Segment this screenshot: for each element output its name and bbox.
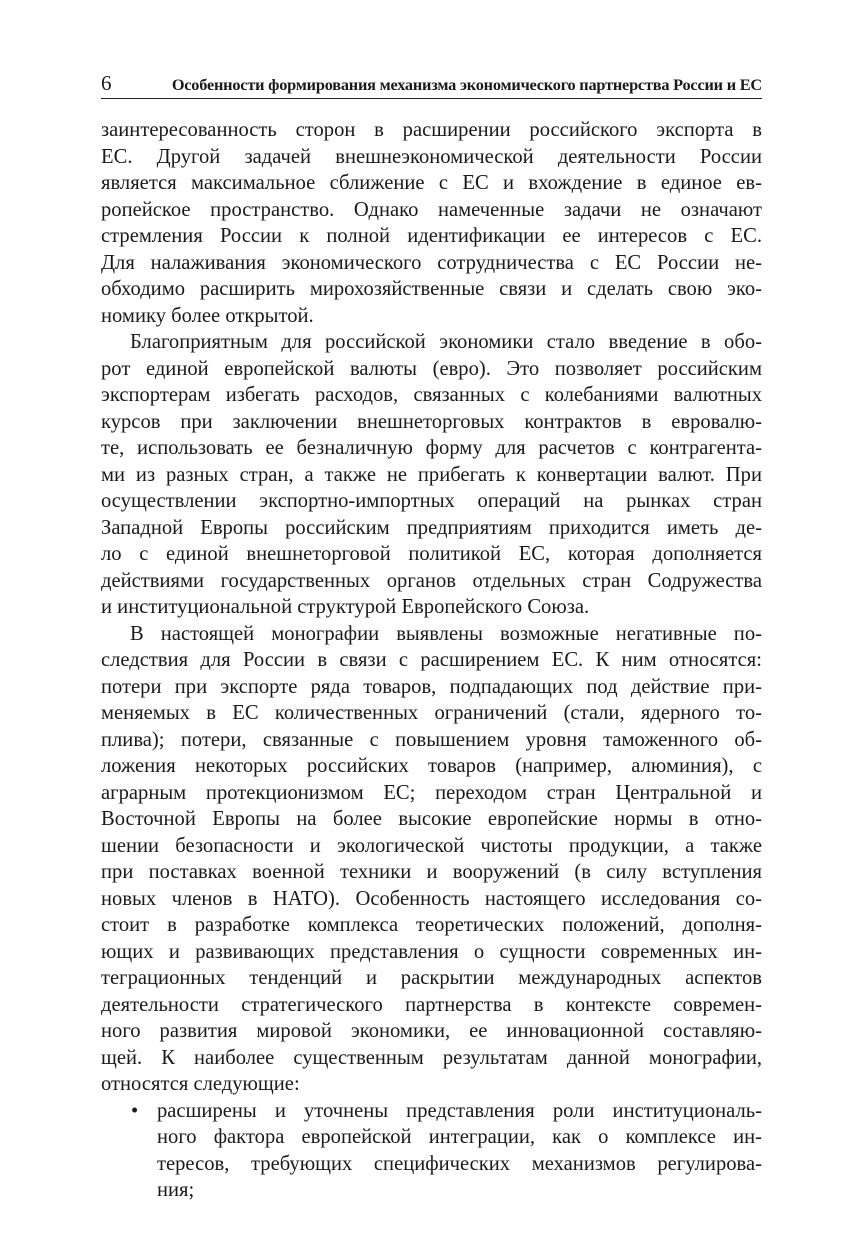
text-line: аграрным протекционизмом ЕС; переходом стран Центральной и xyxy=(101,781,762,804)
paragraph-2 xyxy=(101,329,762,621)
text-line: Благоприятным для российской экономики стало введение в обо- xyxy=(130,331,762,353)
text-line: ми из разных стран, а также не прибегать к конвертации валют. При xyxy=(101,463,762,486)
text-line: потери при экспорте ряда товаров, подпадающих под действие при- xyxy=(101,675,762,698)
text-line: ного фактора европейской интеграции, как о комплексе ин- xyxy=(157,1126,762,1148)
text-line: деятельности стратегического партнерства в контексте современ- xyxy=(101,993,762,1016)
text-line: экспортерам избегать расходов, связанных с колебаниями валютных xyxy=(101,384,762,406)
text-line: курсов при заключении внешнеторговых контрактов в евровалю- xyxy=(101,410,762,433)
text-line: меняемых в ЕС количественных ограничений (стали, ядерного то- xyxy=(101,702,762,724)
text-line: В настоящей монографии выявлены возможные негативные по- xyxy=(130,622,762,645)
text-line: ного развития мировой экономики, ее инновационной составляю- xyxy=(101,1020,762,1042)
bullet-list xyxy=(101,1098,762,1204)
text-line: щей. К наиболее существенным результатам данной монографии, xyxy=(101,1046,762,1069)
text-line: стремления России к полной идентификации ее интересов с ЕС. xyxy=(101,225,762,247)
text-line: плива); потери, связанные с повышением уровня таможенного об- xyxy=(101,728,762,751)
text-line: ющих и развивающих представления о сущности современных ин- xyxy=(101,940,762,963)
text-line: относятся следующие: xyxy=(101,1073,300,1095)
page-header xyxy=(101,70,762,100)
text-line: Восточной Европы на более высокие европейские нормы в отно- xyxy=(101,808,762,830)
text-line: те, использовать ее безналичную форму для расчетов с контрагента- xyxy=(101,437,762,459)
text-line: является максимальное сближение с ЕС и вхождение в единое ев- xyxy=(101,172,762,194)
text-line: Западной Европы российским предприятиям приходится иметь де- xyxy=(101,516,762,539)
text-line: обходимо расширить мирохозяйственные связи и сделать свою эко- xyxy=(101,278,762,300)
text-line: стоит в разработке комплекса теоретических положений, дополня- xyxy=(101,914,762,936)
text-line: следствия для России в связи с расширением ЕС. К ним относятся: xyxy=(101,649,762,671)
running-title: Особенности формирования механизма экономического партнерства России и ЕС xyxy=(171,75,762,94)
paragraph-3 xyxy=(101,621,762,1098)
paragraph-1 xyxy=(101,117,762,329)
text-line: ния; xyxy=(157,1179,195,1201)
text-line: расширены и уточнены представления роли институциональ- xyxy=(157,1099,762,1122)
text-line: действиями государственных органов отдельных стран Содружества xyxy=(101,569,762,592)
text-line: ло с единой внешнеторговой политикой ЕС, которая дополняется xyxy=(101,543,762,565)
text-line: осуществлении экспортно-импортных операций на рынках стран xyxy=(101,490,762,512)
text-line: ложения некоторых российских товаров (например, алюминия), с xyxy=(101,755,762,777)
text-line: Для налаживания экономического сотрудничества с ЕС России не- xyxy=(101,251,762,274)
header-rule xyxy=(101,98,762,99)
bullet-icon: • xyxy=(131,1099,139,1122)
text-line: шении безопасности и экологической чистоты продукции, а также xyxy=(101,834,762,857)
text-line: номику более открытой. xyxy=(101,304,314,327)
text-line: новых членов в НАТО). Особенность настоящего исследования со- xyxy=(101,887,762,910)
body-text xyxy=(101,117,762,1204)
list-item xyxy=(101,1098,762,1204)
text-line: и институциональной структурой Европейского Союза. xyxy=(101,596,590,618)
text-line: теграционных тенденций и раскрытии международных аспектов xyxy=(101,967,762,989)
text-line: при поставках военной техники и вооружений (в силу вступления xyxy=(101,861,762,883)
text-line: ЕС. Другой задачей внешнеэкономической деятельности России xyxy=(101,145,762,168)
text-line: ропейское пространство. Однако намеченные задачи не означают xyxy=(101,198,762,221)
page-number: 6 xyxy=(101,71,112,95)
text-line: тересов, требующих специфических механизмов регулирова- xyxy=(157,1152,762,1175)
text-line: рот единой европейской валюты (евро). Это позволяет российским xyxy=(101,357,762,380)
text-line: заинтересованность сторон в расширении российского экспорта в xyxy=(101,119,762,141)
